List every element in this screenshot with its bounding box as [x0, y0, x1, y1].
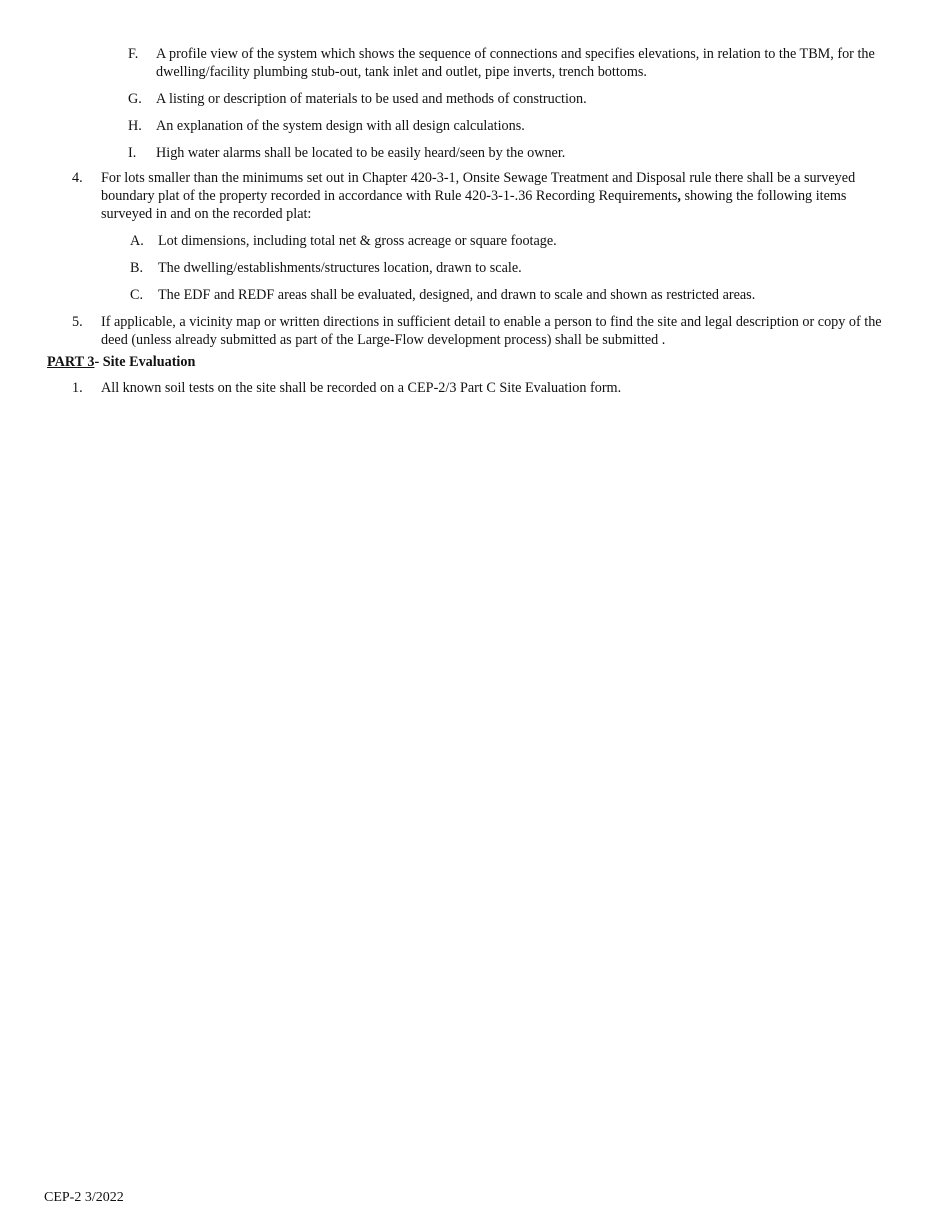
list-item-text: Lot dimensions, including total net & gross acreage or square footage. [158, 233, 557, 249]
form-version-footer: CEP-2 3/2022 [44, 1190, 124, 1205]
list-item-text [101, 169, 892, 223]
list-item-text: A profile view of the system which shows the sequence of connections and specifies elevations, in relation to the TBM, for the dwelling/facility plumbing stub-out, tank inlet and outlet, pipe inverts, trench bottoms. [156, 46, 875, 80]
list-item-text: High water alarms shall be located to be easily heard/seen by the owner. [156, 145, 566, 161]
list-item-text: If applicable, a vicinity map or written directions in sufficient detail to enable a person to find the site and legal description or copy of the deed (unless already submitted as part of the Large-Flow development process) shall be submitted . [101, 314, 882, 348]
list-item-label: I. [128, 145, 137, 161]
list-item-text: The EDF and REDF areas shall be evaluated, designed, and drawn to scale and shown as restricted areas. [158, 287, 756, 303]
list-item-5 [72, 313, 892, 349]
list-item-h [128, 117, 908, 135]
list-item-4 [72, 169, 892, 223]
list-item-text: All known soil tests on the site shall be recorded on a CEP-2/3 Part C Site Evaluation form. [101, 380, 622, 396]
list-item-text: The dwelling/establishments/structures location, drawn to scale. [158, 260, 522, 276]
list-item-part3-1 [72, 379, 892, 397]
list-item-label: C. [130, 287, 144, 303]
list-item-text: A listing or description of materials to be used and methods of construction. [156, 91, 587, 107]
list-item-label: G. [128, 91, 142, 107]
list-item-4c [130, 286, 910, 304]
list-item-label: 5. [72, 314, 83, 330]
item4-text-bold: , [677, 188, 681, 204]
list-item-label: 4. [72, 170, 83, 186]
heading-part-title: - Site Evaluation [94, 354, 196, 370]
list-item-4a [130, 232, 910, 250]
list-item-label: A. [130, 233, 144, 249]
list-item-label: F. [128, 46, 139, 62]
list-item-4b [130, 259, 910, 277]
list-item-g [128, 90, 908, 108]
section-heading-part3 [47, 353, 195, 371]
item4-text-before: For lots smaller than the minimums set out in Chapter 420-3-1, Onsite Sewage Treatment and Disposal rule there shall be a surveyed boundary plat of the property recorded in accordance with Rule 420-3-1-.36 Recording Requirements [101, 170, 856, 204]
item4-text-after: showing the following items surveyed in and on the recorded plat: [101, 188, 847, 222]
list-item-label: B. [130, 260, 144, 276]
list-item-label: 1. [72, 380, 83, 396]
heading-part-label: PART 3 [47, 354, 95, 370]
list-item-i [128, 144, 908, 162]
list-item-label: H. [128, 118, 142, 134]
list-item-text: An explanation of the system design with all design calculations. [156, 118, 525, 134]
list-item-f [128, 45, 908, 81]
